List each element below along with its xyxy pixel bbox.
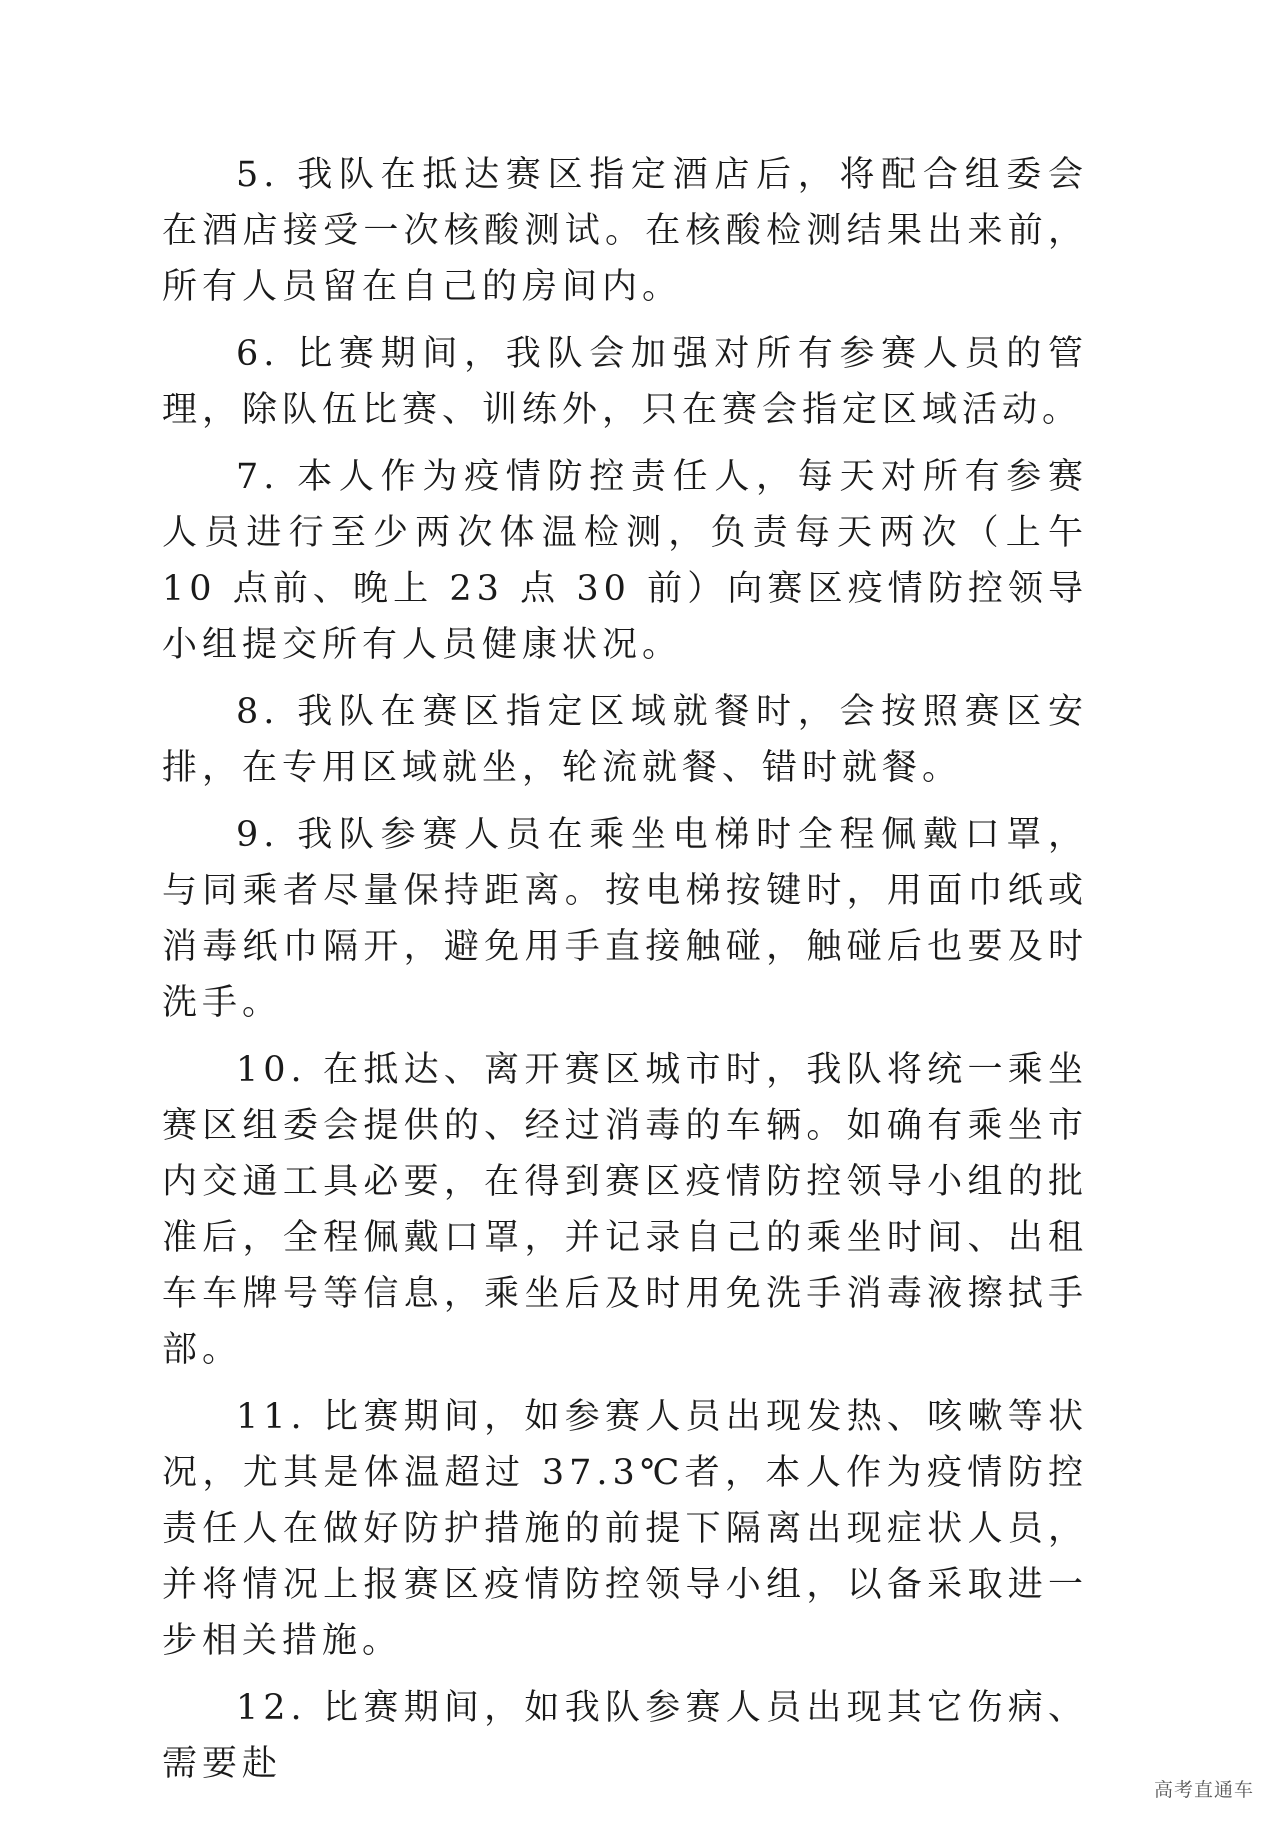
watermark-label: 高考直通车 xyxy=(1153,1779,1254,1801)
paragraph-10: 10. 在抵达、离开赛区城市时，我队将统一乘坐赛区组委会提供的、经过消毒的车辆。如确有乘坐市内交通工具必要，在得到赛区疫情防控领导小组的批准后，全程佩戴口罩，并记录自己的乘坐时间、出租车车牌号等信息，乘坐后及时用免洗手消毒液擦拭手部。 xyxy=(162,1050,1088,1370)
paragraph-8: 8. 我队在赛区指定区域就餐时，会按照赛区安排，在专用区域就坐，轮流就餐、错时就餐。 xyxy=(162,692,1088,788)
paragraph-11: 11. 比赛期间，如参赛人员出现发热、咳嗽等状况，尤其是体温超过 37.3℃者，本人作为疫情防控责任人在做好防护措施的前提下隔离出现症状人员，并将情况上报赛区疫情防控领导小组，以备采取进一步相关措施。 xyxy=(162,1397,1088,1661)
document-body xyxy=(162,147,1088,1803)
paragraph-6: 6. 比赛期间，我队会加强对所有参赛人员的管理，除队伍比赛、训练外，只在赛会指定区域活动。 xyxy=(162,334,1088,430)
paragraph-9: 9. 我队参赛人员在乘坐电梯时全程佩戴口罩，与同乘者尽量保持距离。按电梯按键时，用面巾纸或消毒纸巾隔开，避免用手直接触碰，触碰后也要及时洗手。 xyxy=(162,815,1088,1023)
paragraph-12: 12. 比赛期间，如我队参赛人员出现其它伤病、需要赴 xyxy=(162,1688,1088,1784)
paragraph-7: 7. 本人作为疫情防控责任人，每天对所有参赛人员进行至少两次体温检测，负责每天两次（上午 10 点前、晚上 23 点 30 前）向赛区疫情防控领导小组提交所有人员健康状况。 xyxy=(162,457,1088,665)
paragraph-5: 5. 我队在抵达赛区指定酒店后，将配合组委会在酒店接受一次核酸测试。在核酸检测结果出来前，所有人员留在自己的房间内。 xyxy=(162,155,1088,307)
